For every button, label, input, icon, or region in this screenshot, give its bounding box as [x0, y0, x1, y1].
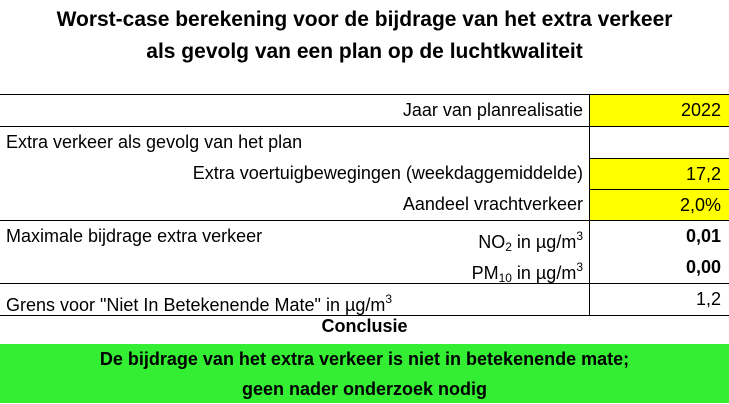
pm10-label-unit: in µg/m — [511, 263, 577, 283]
plan-year-cell[interactable]: 2022 — [589, 95, 729, 126]
row-pm10 — [0, 252, 729, 284]
row-nibm-limit — [0, 284, 729, 316]
no2-label-subscript: 2 — [505, 240, 512, 254]
no2-label-superscript: 3 — [576, 229, 583, 243]
pm10-value-cell[interactable]: 0,00 — [589, 252, 729, 283]
pm10-label-text: PM — [471, 263, 499, 283]
conclusion-line-2: geen nader onderzoek nodig — [241, 379, 488, 399]
pm10-label-subscript: 10 — [498, 271, 512, 285]
no2-label-unit: in µg/m — [511, 232, 577, 252]
truck-share-cell[interactable]: 2,0% — [589, 189, 729, 220]
no2-value-cell[interactable]: 0,01 — [589, 221, 729, 252]
calculation-table — [0, 94, 729, 316]
row-truck-share — [0, 189, 729, 221]
conclusion-box — [0, 344, 729, 403]
empty-cell — [589, 127, 729, 158]
plan-year-label: Jaar van planrealisatie — [402, 100, 583, 120]
page-title — [0, 4, 729, 68]
conclusion-heading: Conclusie — [321, 316, 408, 336]
title-line-1: Worst-case berekening voor de bijdrage van het extra verkeer — [56, 8, 673, 31]
truck-share-label: Aandeel vrachtverkeer — [402, 194, 583, 214]
nibm-limit-cell[interactable]: 1,2 — [589, 284, 729, 315]
row-extra-traffic-header — [0, 127, 729, 158]
nibm-label-superscript: 3 — [385, 292, 393, 306]
row-plan-year — [0, 94, 729, 127]
title-line-2: als gevolg van een plan op de luchtkwaliteit — [146, 40, 583, 63]
row-vehicle-movements — [0, 158, 729, 189]
vehicle-movements-cell[interactable]: 17,2 — [589, 158, 729, 189]
extra-traffic-header: Extra verkeer als gevolg van het plan — [6, 132, 303, 152]
conclusion-line-1: De bijdrage van het extra verkeer is niet in betekenende mate; — [99, 349, 630, 369]
max-contribution-label: Maximale bijdrage extra verkeer — [6, 226, 263, 246]
nibm-label-text: Grens voor "Niet In Betekenende Mate" in µg/m — [6, 295, 386, 315]
no2-label-text: NO — [478, 232, 506, 252]
pm10-label-superscript: 3 — [576, 260, 583, 274]
vehicle-movements-label: Extra voertuigbewegingen (weekdaggemiddelde) — [192, 163, 583, 183]
row-no2 — [0, 221, 729, 252]
